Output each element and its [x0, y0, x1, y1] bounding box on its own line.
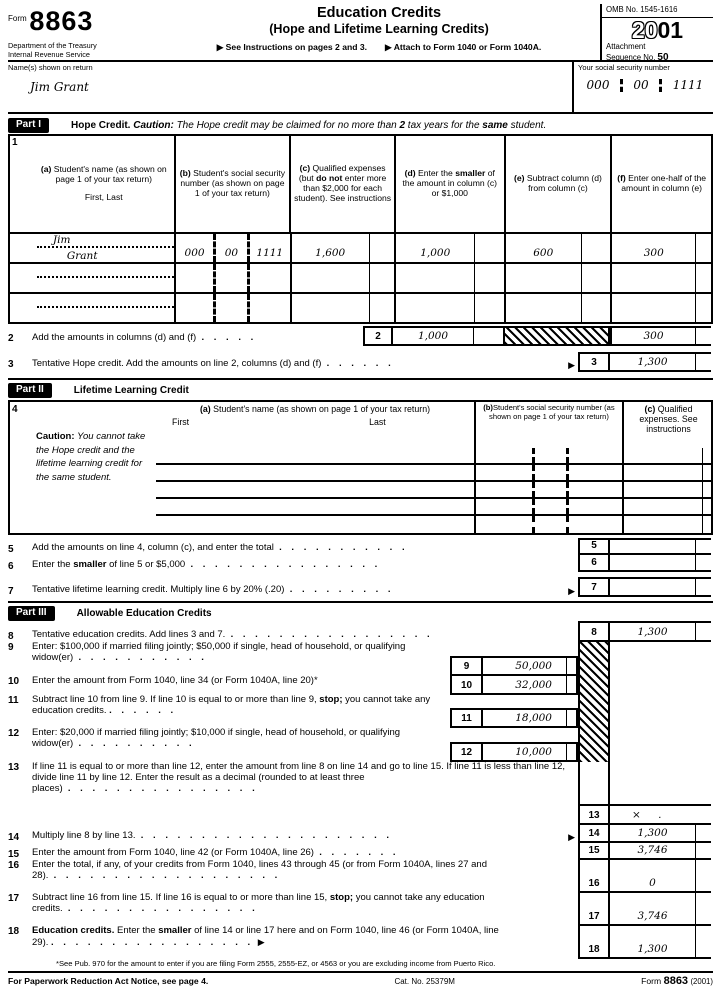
line-10-label: Enter the amount from Form 1040, line 34 (or Form 1040A, line 20)*: [32, 675, 318, 686]
line-16-number: 16: [8, 860, 20, 871]
line-4-caution: 4 Caution: You cannot take the Hope credit and the lifetime learning credit for the same student.: [12, 404, 146, 484]
dot-leader: . . . . . . . . . . . . . . . . .: [51, 936, 252, 948]
cents-cell[interactable]: [702, 448, 713, 465]
cents-cell[interactable]: [702, 465, 713, 482]
qualified-expenses-field[interactable]: [622, 448, 702, 465]
cents-cell[interactable]: [695, 872, 711, 891]
cents-cell[interactable]: [369, 234, 395, 262]
line-6: [8, 555, 713, 572]
hope-credit-table: [8, 134, 713, 324]
student-row-1: [10, 232, 711, 262]
line-13-number: 13: [8, 762, 20, 773]
cents-cell[interactable]: [566, 708, 578, 728]
dot-leader: . . . . .: [201, 332, 255, 344]
line-5: [8, 538, 713, 555]
line-13-box: [578, 804, 711, 825]
line-9-box: [450, 656, 578, 676]
cents-cell[interactable]: [474, 264, 504, 292]
line-6-label: Enter the smaller of line 5 or $5,000 . . . . . . . . . . . . . . . .: [32, 559, 379, 571]
ssn-part-2[interactable]: 00: [213, 234, 246, 262]
line-11-value[interactable]: 18,000: [483, 708, 566, 728]
line-7: [8, 572, 713, 597]
student-first-name[interactable]: Jim: [37, 234, 174, 248]
line-16: [8, 860, 578, 893]
cents-cell[interactable]: [702, 516, 713, 533]
part2-heading: Lifetime Learning Credit: [73, 384, 189, 396]
cents-cell[interactable]: [702, 482, 713, 499]
empty-region: [610, 762, 711, 804]
ssn-divider: [659, 79, 662, 93]
row-spacer: [10, 499, 156, 516]
cents-cell[interactable]: [566, 742, 578, 762]
cents-cell[interactable]: [474, 234, 504, 262]
student-last-name[interactable]: Grant: [66, 249, 98, 262]
line-18-number: 18: [8, 926, 20, 937]
omb-block: [600, 4, 713, 63]
line-2-column-d-value[interactable]: 1,000: [393, 326, 473, 346]
cents-cell[interactable]: [566, 676, 578, 695]
subtract-field[interactable]: 600: [504, 234, 581, 262]
student-ssn-field[interactable]: [174, 294, 290, 322]
line-18-label: Education credits. Enter the smaller of line 14 or line 17 here and on Form 1040, line 46 (or Form 1040A, line 29). . . . . . . . . . . . . . . . . . ▶: [32, 925, 499, 948]
part1-badge: Part I: [8, 118, 49, 133]
cents-cell[interactable]: [695, 825, 711, 841]
cents-cell[interactable]: [695, 538, 711, 555]
student-name-field[interactable]: [156, 448, 474, 465]
ssn-part-2[interactable]: 00: [633, 77, 649, 92]
line-9-value[interactable]: 50,000: [483, 656, 566, 676]
line-16-label: Enter the total, if any, of your credits from Form 1040, lines 43 through 45 (or from Form 1040A, lines 27 and 28). . . . . . . . . . . . . . . . . . . .: [32, 859, 487, 881]
empty-region: [610, 642, 711, 762]
empty-region: [610, 893, 695, 905]
lifetime-row-4: [10, 499, 711, 516]
student-name-field[interactable]: [156, 482, 474, 499]
line-11-number: 11: [8, 695, 19, 706]
last-label: Last: [369, 417, 386, 428]
form-number-block: [8, 4, 158, 60]
line-7-number: 7: [8, 585, 14, 597]
line-11: [8, 695, 578, 728]
part1-heading: Hope Credit. Caution: The Hope credit may be claimed for no more than 2 tax years for the same student.: [71, 119, 547, 131]
lifetime-learning-table: [8, 400, 713, 535]
line-6-number: 6: [8, 560, 14, 572]
column-gap: [578, 762, 711, 804]
dot-leader: . . . . . . . . . . . . . . . .: [67, 782, 256, 794]
dot-leader: . . . . . . . . . . .: [279, 542, 406, 554]
label-column-gap: [580, 762, 610, 804]
name-value[interactable]: Jim Grant: [30, 79, 89, 94]
line-2-number: 2: [8, 332, 14, 344]
line-6-value[interactable]: [610, 555, 695, 572]
student-first-name[interactable]: [37, 294, 174, 308]
ssn-part-1[interactable]: [176, 264, 213, 292]
student-name-field[interactable]: [156, 499, 474, 516]
line-14-box-number: 14: [580, 825, 610, 841]
form-number: 8863: [29, 6, 94, 36]
pub970-footnote: *See Pub. 970 for the amount to enter if you are filing Form 2555, 2555-EZ, or 4563 or you are excluding income from Puerto Rico.: [56, 959, 496, 968]
row-spacer: [10, 516, 156, 533]
student-ssn-field[interactable]: [474, 465, 622, 482]
cents-cell[interactable]: [695, 623, 711, 640]
line-16-value[interactable]: 0: [649, 876, 656, 889]
line-12-box-number: 12: [450, 742, 483, 762]
line-14-box: [578, 825, 711, 843]
line-8-number: 8: [8, 630, 14, 642]
sequence-number: 50: [657, 51, 669, 63]
col-c-header: (c) Qualified expenses. See instructions: [622, 402, 713, 448]
name-ssn-row: [8, 62, 713, 114]
agency-line1: Department of the Treasury: [8, 41, 97, 51]
row-spacer: [10, 234, 34, 262]
smaller-amount-field[interactable]: [394, 294, 474, 322]
line-16-box-number: 16: [580, 872, 610, 891]
qualified-expenses-field[interactable]: [622, 465, 702, 482]
line-2-column-f-value[interactable]: 300: [610, 326, 695, 346]
student-name-field[interactable]: [34, 294, 174, 322]
line-13-value[interactable]: × .: [632, 808, 662, 821]
line-12-value[interactable]: 10,000: [483, 742, 566, 762]
name-field[interactable]: [8, 62, 572, 112]
ssn-part-1[interactable]: 000: [586, 77, 610, 92]
line-3: [8, 350, 713, 372]
line-17-label: Subtract line 16 from line 15. If line 16 is equal to or more than line 15, stop; you cannot take any education credits. . . . . . . . . . . . . . . . .: [32, 892, 485, 914]
line-17-box-number: 17: [580, 905, 610, 924]
col-c-header: (c) Qualified expenses (but do not enter more than $2,000 for each student). See instructions: [289, 136, 394, 232]
col-b-header: (b) Student's social security number (as shown on page 1 of your tax return): [174, 136, 290, 232]
paperwork-notice: For Paperwork Reduction Act Notice, see page 4.: [8, 975, 209, 986]
form-title-block: [158, 4, 600, 60]
line-2: [8, 324, 713, 346]
cents-gap: [695, 893, 711, 905]
part3-badge: Part III: [8, 606, 55, 621]
col-b-header: (b)Student's social security number (as shown on page 1 of your tax return): [474, 402, 622, 448]
label-column-gap: [580, 860, 610, 872]
qualified-expenses-field[interactable]: [290, 294, 369, 322]
line-3-number: 3: [8, 358, 14, 370]
line-6-box-number: 6: [578, 555, 610, 572]
line-5-label: Add the amounts on line 4, column (c), and enter the total . . . . . . . . . . .: [32, 542, 406, 554]
form-subtitle: (Hope and Lifetime Learning Credits): [269, 21, 489, 36]
student-first-name[interactable]: [37, 264, 174, 278]
cents-cell[interactable]: [581, 234, 611, 262]
right-arrow-icon: ▶: [568, 359, 575, 370]
part3-heading: Allowable Education Credits: [76, 607, 212, 619]
hope-table-header: [10, 136, 711, 232]
line-2-box-number: 2: [363, 326, 393, 346]
dot-leader: . . . . . . . . . . . . . . . . .: [230, 629, 431, 641]
cents-cell[interactable]: [695, 905, 711, 924]
line-16-box: [578, 872, 711, 893]
cents-gap: [695, 926, 711, 938]
subtract-field[interactable]: [504, 264, 581, 292]
label-column-gap: [580, 893, 610, 905]
line-17-number: 17: [8, 893, 20, 904]
cents-cell[interactable]: [695, 326, 711, 346]
line-3-box-number: 3: [578, 352, 610, 372]
right-arrow-icon: ▶: [257, 936, 265, 947]
omb-number: OMB No. 1545-1616: [602, 4, 713, 18]
line-8-box-number: 8: [580, 623, 610, 640]
form-title: Education Credits: [316, 5, 442, 21]
col-a-header: (a) Student's name (as shown on page 1 of your tax return) First Last: [172, 404, 431, 428]
smaller-amount-field[interactable]: [394, 264, 474, 292]
line-14-value[interactable]: 1,300: [637, 826, 668, 839]
qualified-expenses-field[interactable]: 1,600: [290, 234, 369, 262]
right-arrow-icon: ▶: [568, 831, 575, 842]
footer-form-id: [641, 975, 713, 987]
line-10-number: 10: [8, 676, 20, 687]
part3-bar: [8, 601, 713, 621]
col-f-header: (f) Enter one-half of the amount in column (e): [610, 136, 711, 232]
cents-cell[interactable]: [369, 264, 395, 292]
student-last-name[interactable]: [37, 278, 174, 292]
dot-leader: . . . . . . . . . . . . . . . .: [67, 902, 256, 914]
line-8-value[interactable]: 1,300: [637, 625, 668, 638]
line-15-value[interactable]: 3,746: [637, 843, 668, 856]
ssn-part-2[interactable]: [213, 264, 246, 292]
tax-year-solid: 01: [657, 16, 684, 43]
qualified-expenses-field[interactable]: [622, 516, 702, 533]
line-1-number: 1: [12, 137, 18, 148]
line-15-number: 15: [8, 848, 20, 860]
agency-line2: Internal Revenue Service: [8, 49, 90, 59]
cents-cell[interactable]: [581, 264, 611, 292]
empty-region: [610, 926, 695, 938]
line-10-box-number: 10: [450, 676, 483, 695]
line-17: [8, 893, 578, 926]
form-footer: [8, 971, 713, 987]
col-e-header: (e) Subtract column (d) from column (c): [504, 136, 611, 232]
line-7-label: Tentative lifetime learning credit. Multiply line 6 by 20% (.20) . . . . . . . . . ▶: [32, 584, 575, 596]
right-arrow-icon: ▶: [568, 585, 575, 596]
line-11-label: Subtract line 10 from line 9. If line 10 is equal to or more than line 9, stop; you cannot take any education credits. . . . . . .: [32, 694, 431, 716]
col-a-header: (a) Student's name (as shown on page 1 of your tax return) First, Last: [40, 164, 167, 202]
line-15-box-number: 15: [580, 843, 610, 858]
tax-year-outline: 20: [631, 16, 658, 43]
dot-leader: . . . . . . . . .: [289, 584, 392, 596]
line-5-value[interactable]: [610, 538, 695, 555]
line-13-box-number: 13: [580, 806, 610, 823]
line-9-label: Enter: $100,000 if married filing jointly; $50,000 if single, head of household, or qualifying widow(er) . . . . . . . . . . .: [32, 641, 406, 663]
student-row-2: [10, 262, 711, 292]
col-d-header: (d) Enter the smaller of the amount in column (c) or $1,000: [394, 136, 504, 232]
ssn-part-3[interactable]: [247, 264, 290, 292]
student-name-field[interactable]: [34, 264, 174, 292]
form-header: [8, 4, 713, 62]
subtract-field[interactable]: [504, 294, 581, 322]
dot-leader: . . . . . . . . . . .: [78, 651, 205, 663]
line-13-label: If line 11 is equal to or more than line 12, enter the amount from line 8 on line 14 and go to line 15. If line 11 is less than line 12, divide line 11 by line 12. Enter the result as a decimal (rounded to at least three places) . . . . . . . . . . . . . . . .: [32, 761, 566, 794]
tax-year: [602, 16, 713, 43]
student-ssn-field[interactable]: [474, 448, 622, 465]
line-11-box: [450, 708, 578, 728]
name-label: Name(s) shown on return: [8, 63, 93, 72]
cents-cell[interactable]: [702, 499, 713, 516]
line-10: [8, 676, 578, 695]
cents-cell[interactable]: [695, 555, 711, 572]
cents-cell[interactable]: [695, 577, 711, 597]
cents-cell[interactable]: [369, 294, 395, 322]
footer-form-word: Form: [641, 975, 662, 986]
line-3-value[interactable]: 1,300: [610, 352, 695, 372]
column-gap: [578, 893, 711, 905]
line-12-label: Enter: $20,000 if married filing jointly; $10,000 if single, head of household, or qualifying widow(er) . . . . . . . . . .: [32, 727, 401, 749]
line-17-value[interactable]: 3,746: [637, 909, 668, 922]
cents-cell[interactable]: [474, 294, 504, 322]
column-gap: [578, 860, 711, 872]
dot-leader: . . . . . . .: [319, 847, 397, 859]
line-2-label: Add the amounts in columns (d) and (f) . . . . .: [32, 332, 255, 344]
student-ssn-field[interactable]: [174, 234, 290, 262]
student-name-field[interactable]: [156, 516, 474, 533]
line-15: 15 Enter the amount from Form 1040, line 42 (or Form 1040A, line 26) . . . . . . .: [8, 847, 397, 860]
cents-cell[interactable]: [695, 352, 711, 372]
line-9: [8, 642, 578, 676]
part1-bar: [8, 114, 713, 134]
row-spacer: [10, 264, 34, 292]
footer-form-year: (2001): [690, 976, 713, 986]
line-5-number: 5: [8, 543, 14, 555]
line-8: 8 Tentative education credits. Add lines 3 and 7. . . . . . . . . . . . . . . . . .: [8, 629, 431, 642]
catalog-number: Cat. No. 25379M: [394, 976, 455, 986]
student-ssn-field[interactable]: [174, 264, 290, 292]
line-13: [8, 762, 578, 825]
line-18: [8, 926, 578, 959]
shaded-cell: [580, 642, 610, 762]
dot-leader: . . . . . . . . . . . . . . . . . . .: [53, 869, 279, 881]
line-18-box-number: 18: [580, 938, 610, 957]
ssn-part-3[interactable]: 1111: [247, 234, 290, 262]
first-label: First: [172, 417, 190, 428]
shaded-column: [578, 642, 711, 762]
attachment-sequence: [602, 42, 713, 64]
ssn-label: Your social security number: [578, 63, 670, 72]
line-12: [8, 728, 578, 762]
ssn-part-3[interactable]: [247, 294, 290, 322]
part2-bar: [8, 378, 713, 398]
qualified-expenses-field[interactable]: [622, 499, 702, 516]
line-7-box-number: 7: [578, 577, 610, 597]
line-10-box: [450, 676, 578, 695]
attachment-label: Attachment: [606, 41, 646, 51]
dot-leader: . . . . . .: [109, 704, 175, 716]
cents-cell[interactable]: [473, 326, 503, 346]
line-14: 14 Multiply line 8 by line 13. . . . . . . . . . . . . . . . . . . . . . ▶: [8, 830, 575, 843]
cents-cell[interactable]: [581, 294, 611, 322]
line-9-box-number: 9: [450, 656, 483, 676]
student-ssn-field[interactable]: [474, 516, 622, 533]
attach-note: ▶ Attach to Form 1040 or Form 1040A.: [385, 42, 542, 53]
agency-block: [8, 42, 158, 60]
part3-body: [8, 621, 713, 959]
line-9-number: 9: [8, 642, 14, 653]
cents-cell[interactable]: [695, 294, 711, 322]
ssn-part-3[interactable]: 1111: [672, 77, 704, 92]
line-12-box: [450, 742, 578, 762]
cents-cell[interactable]: [695, 234, 711, 262]
qualified-expenses-field[interactable]: [290, 264, 369, 292]
ssn-part-1[interactable]: 000: [184, 246, 205, 259]
line-14-number: 14: [8, 831, 20, 843]
student-name-field[interactable]: [34, 234, 174, 262]
form-word-label: Form: [8, 14, 27, 23]
cents-cell[interactable]: [566, 656, 578, 676]
footer-form-number: 8863: [663, 974, 689, 987]
shaded-cell: [503, 326, 610, 346]
ssn-part-1[interactable]: [176, 294, 213, 322]
dot-leader: . . . . . . . . . . . . . . . . . . . . .: [140, 830, 390, 842]
see-instructions-note: ▶ See Instructions on pages 2 and 3.: [216, 42, 368, 53]
empty-region: [610, 860, 695, 872]
column-gap: [578, 926, 711, 938]
line-17-box: [578, 905, 711, 926]
ssn-part-2[interactable]: [213, 294, 246, 322]
line-18-box: [578, 938, 711, 959]
cents-cell[interactable]: [695, 843, 711, 858]
one-half-field[interactable]: 300: [610, 234, 695, 262]
qualified-expenses-field[interactable]: [622, 482, 702, 499]
line-10-value[interactable]: 32,000: [483, 676, 566, 695]
dot-leader: . . . . . . . . . . . . . . . .: [190, 559, 379, 571]
dot-leader: . . . . . . . . . .: [78, 737, 193, 749]
row-spacer: [10, 294, 34, 322]
ssn-divider: [620, 79, 623, 93]
student-ssn-field[interactable]: [474, 499, 622, 516]
sequence-label: Sequence No.: [606, 52, 656, 62]
cents-cell[interactable]: [695, 264, 711, 292]
line-4-number: 4: [12, 404, 18, 415]
one-half-field[interactable]: [610, 264, 695, 292]
line-15-box: [578, 843, 711, 860]
line-7-value[interactable]: [610, 577, 695, 597]
student-row-3: [10, 292, 711, 322]
part2-badge: Part II: [8, 383, 52, 398]
line-18-value[interactable]: 1,300: [637, 942, 668, 955]
label-column-gap: [580, 926, 610, 938]
cents-gap: [695, 860, 711, 872]
ssn-field[interactable]: [572, 62, 713, 112]
line-3-label: Tentative Hope credit. Add the amounts on line 2, columns (d) and (f) . . . . . . ▶: [32, 358, 575, 370]
dot-leader: . . . . . .: [326, 358, 392, 370]
student-name-field[interactable]: [156, 465, 474, 482]
line-8-box: [578, 621, 711, 642]
one-half-field[interactable]: [610, 294, 695, 322]
student-ssn-field[interactable]: [474, 482, 622, 499]
smaller-amount-field[interactable]: 1,000: [394, 234, 474, 262]
student-last-name[interactable]: [37, 308, 174, 322]
line-11-box-number: 11: [450, 708, 483, 728]
cents-cell[interactable]: [695, 938, 711, 957]
line-12-number: 12: [8, 728, 20, 739]
lifetime-row-5: [10, 516, 711, 533]
header-notes: [158, 43, 600, 53]
line-5-box-number: 5: [578, 538, 610, 555]
